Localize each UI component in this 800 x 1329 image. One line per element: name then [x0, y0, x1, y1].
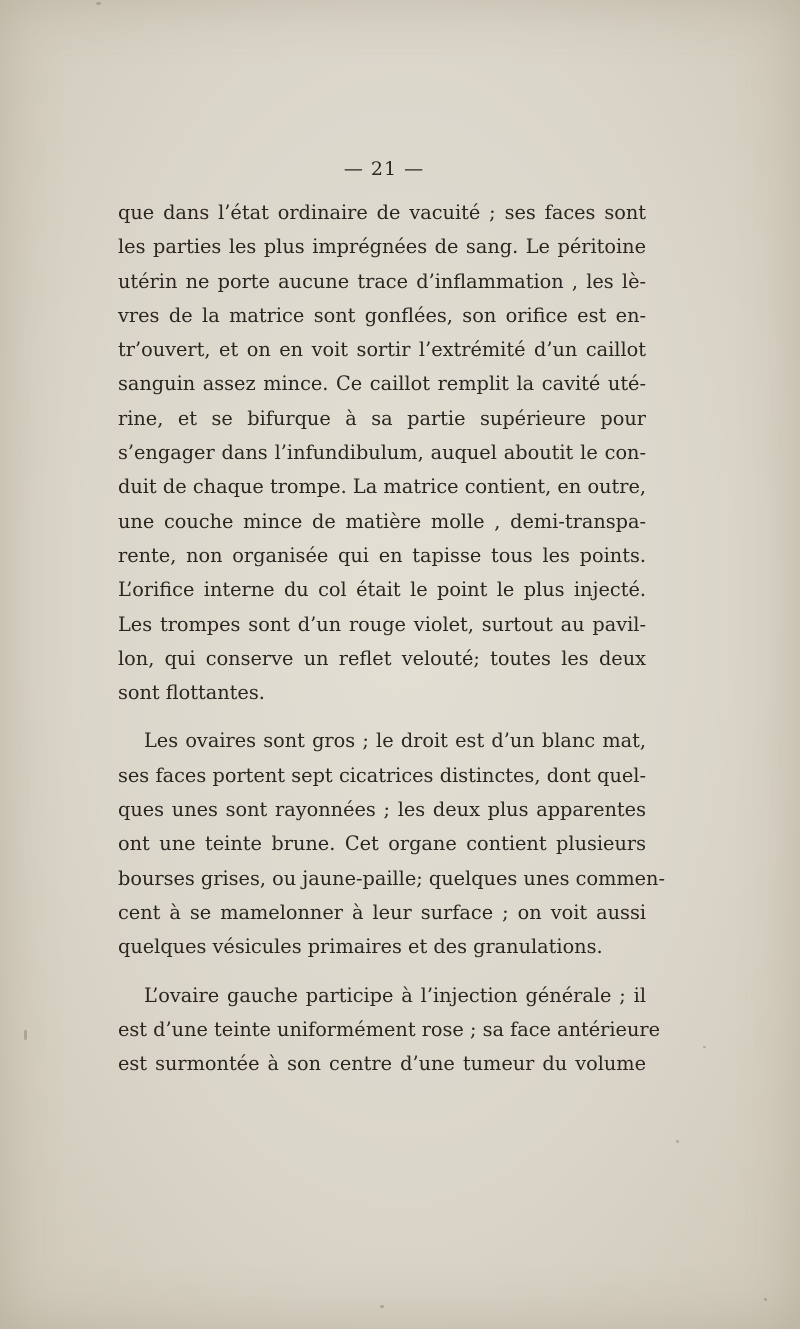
text-line: rine, et se bifurque à sa partie supérieure pour — [118, 406, 646, 430]
text-line: cent à se mamelonner à leur surface ; on voit aussi — [118, 900, 646, 924]
text-line: Les trompes sont d’un rouge violet, surtout au pavil- — [118, 612, 646, 636]
text-line: une couche mince de matière molle , demi-transpa- — [118, 509, 646, 533]
text-line: rente, non organisée qui en tapisse tous les points. — [118, 543, 646, 567]
text-line: L’orifice interne du col était le point le plus injecté. — [118, 578, 646, 602]
text-line: tr’ouvert, et on en voit sortir l’extrémité d’un caillot — [118, 338, 646, 362]
text-line: s’engager dans l’infundibulum, auquel aboutit le con- — [118, 441, 646, 465]
text-line: bourses grises, ou jaune-paille; quelques unes commen- — [118, 866, 665, 890]
text-line: sanguin assez mince. Ce caillot remplit la cavité uté- — [118, 372, 646, 396]
paper-speck — [24, 1030, 27, 1040]
text-line: quelques vésicules primaires et des granulations. — [118, 935, 603, 959]
paper-speck — [676, 1140, 679, 1143]
paper-speck — [764, 1298, 767, 1301]
text-line: ques unes sont rayonnées ; les deux plus apparentes — [118, 798, 646, 822]
text-line: sont flottantes. — [118, 681, 265, 705]
text-line: L’ovaire gauche participe à l’injection générale ; il — [144, 983, 646, 1007]
text-line: utérin ne porte aucune trace d’inflammation , les lè- — [118, 269, 646, 293]
text-line: ont une teinte brune. Cet organe contient plusieurs — [118, 832, 646, 856]
text-line: ses faces portent sept cicatrices distinctes, dont quel- — [118, 763, 646, 787]
text-line: que dans l’état ordinaire de vacuité ; ses faces sont — [118, 201, 646, 224]
body-text — [118, 196, 665, 1081]
text-line: est surmontée à son centre d’une tumeur du volume — [118, 1052, 646, 1076]
text-line: vres de la matrice sont gonflées, son orifice est en- — [118, 303, 646, 327]
text-line: lon, qui conserve un reflet velouté; toutes les deux — [118, 646, 646, 670]
paragraph-1 — [118, 196, 646, 710]
paragraph-2 — [118, 724, 665, 964]
paragraph-gap — [118, 710, 646, 724]
paper-speck — [703, 1046, 706, 1048]
text-line: est d’une teinte uniformément rose ; sa face antérieure — [118, 1017, 660, 1041]
paragraph-gap — [118, 965, 646, 979]
text-line: Les ovaires sont gros ; le droit est d’un blanc mat, — [144, 729, 646, 753]
paper-speck — [380, 1305, 384, 1308]
paper-speck — [96, 2, 101, 5]
text-line: les parties les plus imprégnées de sang. Le péritoine — [118, 235, 646, 259]
page-number: — 21 — — [343, 158, 425, 180]
text-line: duit de chaque trompe. La matrice contient, en outre, — [118, 475, 646, 499]
paragraph-3 — [118, 979, 660, 1082]
